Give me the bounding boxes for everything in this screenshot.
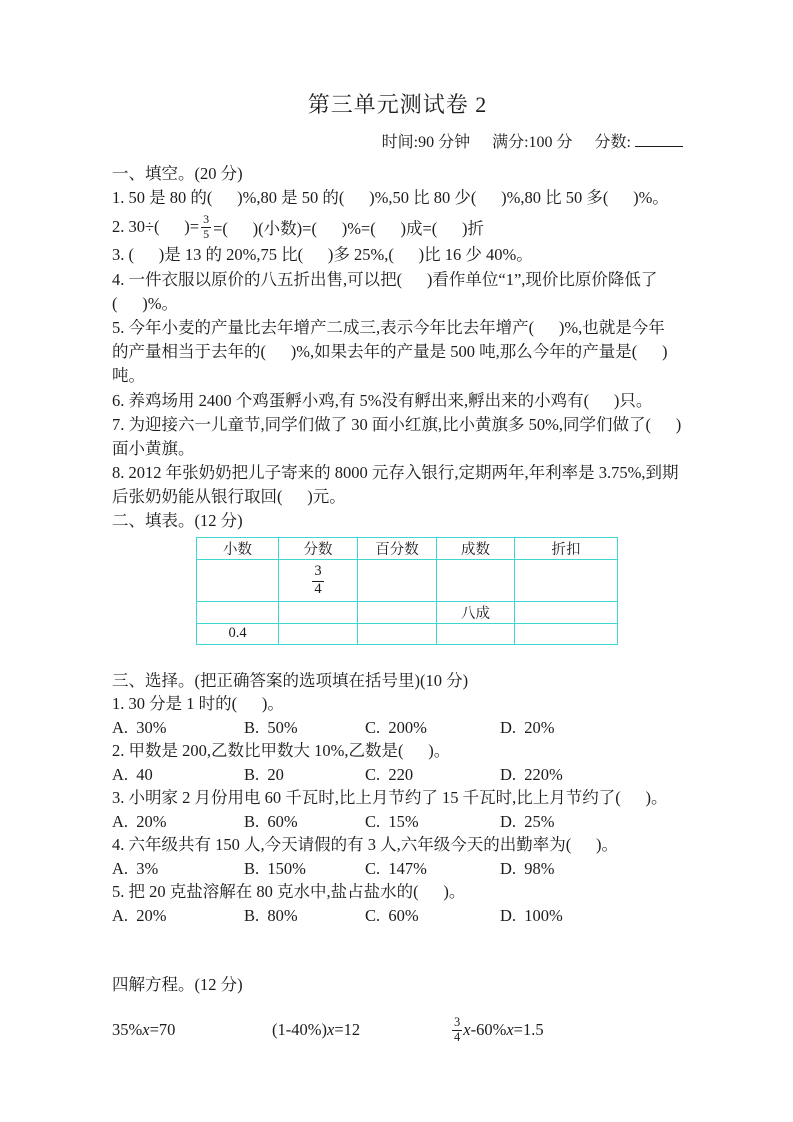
fill-question-7-line-2: 面小黄旗。: [112, 438, 195, 458]
option-d: D. 220%: [500, 764, 563, 784]
option-c: C. 15%: [365, 811, 419, 831]
conversion-table: [196, 537, 618, 645]
table-cell-empty: [515, 601, 618, 623]
variable-x: x: [463, 1020, 471, 1040]
fill-question-7-line-1: 7. 为迎接六一儿童节,同学们做了 30 面小红旗,比小黄旗多 50%,同学们做了( ): [112, 414, 682, 434]
variable-x: x: [506, 1020, 514, 1040]
equation-3: [452, 1009, 544, 1051]
fill-question-8-line-2: 后张奶奶能从银行取回( )元。: [112, 487, 346, 507]
section-3-heading: 三、选择。(把正确答案的选项填在括号里)(10 分): [112, 670, 469, 690]
fraction-three-fourths: [312, 564, 323, 596]
option-c: C. 60%: [365, 905, 419, 925]
section-2-heading: 二、填表。(12 分): [112, 511, 243, 531]
fraction-three-fifths: [201, 213, 211, 240]
table-cell-empty: [197, 559, 279, 601]
fraction-numerator: 3: [452, 1016, 462, 1031]
score-label: 分数:: [594, 134, 631, 151]
table-cell-empty: [358, 559, 437, 601]
option-b: B. 80%: [244, 905, 298, 925]
table-cell-empty: [197, 601, 279, 623]
equation-term: (1-40%): [272, 1020, 327, 1040]
equation-term: =1.5: [513, 1020, 544, 1040]
table-cell-empty: [437, 559, 515, 601]
fill-question-1: 1. 50 是 80 的( )%,80 是 50 的( )%,50 比 80 少( )%,80 比 50 多( )%。: [112, 188, 669, 208]
section-fill-table: [112, 509, 683, 644]
option-a: A. 40: [112, 764, 153, 784]
fill-question-3: 3. ( )是 13 的 20%,75 比( )多 25%,( )比 16 少 40%。: [112, 245, 533, 265]
option-a: A. 30%: [112, 717, 167, 737]
fill-question-5-line-1: 5. 今年小麦的产量比去年增产二成三,表示今年比去年增产( )%,也就是今年: [112, 317, 665, 337]
fraction-denominator: 5: [203, 226, 210, 241]
fraction-denominator: 4: [454, 1030, 461, 1045]
option-c: C. 200%: [365, 717, 427, 737]
section-multiple-choice: [112, 669, 683, 928]
option-d: D. 100%: [500, 905, 563, 925]
choice-options-row-2: [112, 763, 683, 787]
option-a: A. 3%: [112, 858, 159, 878]
fill-question-4-line-2: ( )%。: [112, 293, 178, 313]
fraction-numerator: 3: [203, 212, 210, 227]
paper-meta-line: [112, 131, 683, 153]
table-cell-empty: [358, 623, 437, 644]
table-header-chengshu: 成数: [437, 537, 515, 559]
section-fill-in: [112, 162, 683, 509]
option-c: C. 147%: [365, 858, 427, 878]
table-cell-fraction: [279, 559, 358, 601]
equation-term: =70: [149, 1020, 176, 1040]
equation-term: =12: [334, 1020, 361, 1040]
q2-pre-text: 2. 30÷( )=: [112, 216, 200, 236]
equation-2: [272, 1009, 360, 1051]
option-d: D. 25%: [500, 811, 555, 831]
option-b: B. 20: [244, 764, 284, 784]
table-row: [197, 559, 618, 601]
fill-question-4-line-1: 4. 一件衣服以原价的八五折出售,可以把( )看作单位“1”,现价比原价降低了: [112, 269, 658, 289]
q2-post-text: =( )(小数)=( )%=( )成=( )折: [213, 218, 485, 238]
equations-row: [112, 1009, 683, 1051]
option-b: B. 50%: [244, 717, 298, 737]
table-header-discount: 折扣: [515, 537, 618, 559]
option-a: A. 20%: [112, 811, 167, 831]
table-header-decimal: 小数: [197, 537, 279, 559]
table-cell-empty: [279, 623, 358, 644]
table-cell-empty: [358, 601, 437, 623]
table-cell-chengshu-value: 八成: [437, 601, 515, 623]
fraction-denominator: 4: [314, 580, 322, 597]
choice-question-3: 3. 小明家 2 月份用电 60 千瓦时,比上月节约了 15 千瓦时,比上月节约了( )。: [112, 788, 668, 808]
option-b: B. 150%: [244, 858, 306, 878]
table-row: [197, 601, 618, 623]
table-cell-empty: [515, 623, 618, 644]
section-solve-equations: [112, 973, 683, 1051]
choice-options-row-4: [112, 857, 683, 881]
equation-term: -60%: [470, 1020, 507, 1040]
score-blank-line: [635, 131, 683, 147]
section-4-heading: 四解方程。(12 分): [112, 975, 243, 995]
fraction-numerator: 3: [312, 564, 323, 581]
fill-question-5-line-3: 吨。: [112, 366, 145, 386]
table-header-row: [197, 537, 618, 559]
option-d: D. 20%: [500, 717, 555, 737]
fill-question-6: 6. 养鸡场用 2400 个鸡蛋孵小鸡,有 5%没有孵出来,孵出来的小鸡有( )只。: [112, 390, 653, 410]
table-cell-empty: [437, 623, 515, 644]
choice-question-2: 2. 甲数是 200,乙数比甲数大 10%,乙数是( )。: [112, 741, 451, 761]
choice-options-row-1: [112, 716, 683, 740]
table-cell-empty: [279, 601, 358, 623]
table-cell-empty: [515, 559, 618, 601]
option-d: D. 98%: [500, 858, 555, 878]
variable-x: x: [326, 1020, 335, 1040]
table-header-fraction: 分数: [279, 537, 358, 559]
equation-1: [112, 1009, 175, 1051]
fill-question-8-line-1: 8. 2012 年张奶奶把儿子寄来的 8000 元存入银行,定期两年,年利率是 3.75%,到期: [112, 463, 679, 483]
equation-term: 35%: [112, 1020, 143, 1040]
table-header-percent: 百分数: [358, 537, 437, 559]
choice-question-4: 4. 六年级共有 150 人,今天请假的有 3 人,六年级今天的出勤率为( )。: [112, 835, 618, 855]
fill-question-2: [112, 210, 683, 243]
choice-options-row-5: [112, 904, 683, 928]
option-c: C. 220: [365, 764, 414, 784]
fraction-three-fourths: [452, 1016, 462, 1044]
table-row: [197, 623, 618, 644]
section-1-heading: 一、填空。(20 分): [112, 164, 243, 183]
fill-question-5-line-2: 的产量相当于去年的( )%,如果去年的产量是 500 吨,那么今年的产量是( ): [112, 342, 668, 362]
option-a: A. 20%: [112, 905, 167, 925]
time-info: 时间:90 分钟: [381, 134, 471, 151]
choice-question-1: 1. 30 分是 1 时的( )。: [112, 694, 284, 714]
choice-question-5: 5. 把 20 克盐溶解在 80 克水中,盐占盐水的( )。: [112, 882, 466, 902]
paper-title: 第三单元测试卷 2: [307, 92, 488, 117]
full-score-info: 满分:100 分: [492, 134, 573, 151]
table-cell-decimal-value: 0.4: [197, 623, 279, 644]
option-b: B. 60%: [244, 811, 298, 831]
choice-options-row-3: [112, 810, 683, 834]
variable-x: x: [142, 1020, 150, 1040]
